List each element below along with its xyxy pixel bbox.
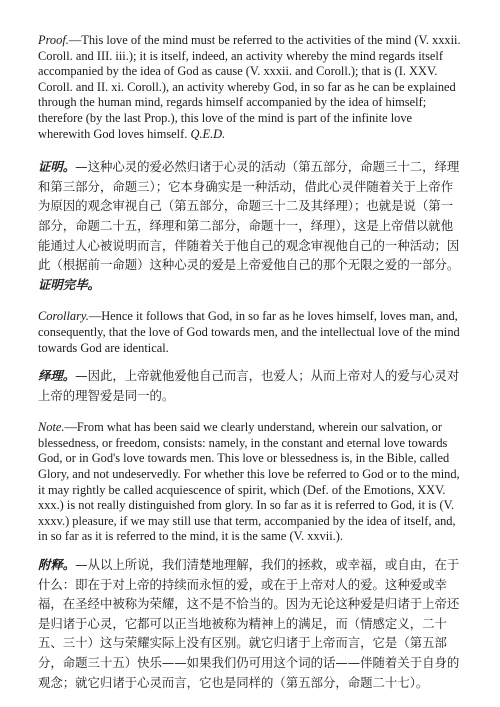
proof-text-zh: —这种心灵的爱必然归诸于心灵的活动（第五部分，命题三十二，绎理和第三部分，命题三）；它本身确实是一种活动，借此心灵伴随着关于上帝作为原因的观念审视自己（第五部分，命题三十二及其绎理）；也就是说（第一部分，命题二十五，绎理和第二部分，命题十一，绎理），这是上帝借以就他能通过人心被说明而言，伴随着关于他自己的观念审视他自己的一种活动；因此（根据前一命题）这种心灵的爱是上帝爱他自己的那个无限之爱的一部分。 [38, 159, 460, 273]
corollary-text-zh: —因此，上帝就他爱他自己而言，也爱人；从而上帝对人的爱与心灵对上帝的理智爱是同一的。 [38, 368, 460, 403]
qed-label-en: Q.E.D. [190, 126, 226, 141]
note-paragraph-en [38, 420, 464, 545]
proof-label-en: Proof. [38, 33, 69, 47]
corollary-paragraph-en [38, 309, 464, 356]
corollary-text-en: —Hence it follows that God, in so far as he loves himself, loves man, and, consequently, that the love of God towards men, and the intellectual love of the mind towards God are identical. [38, 309, 460, 355]
note-text-zh: —从以上所说，我们清楚地理解，我们的拯救，或幸福，或自由，在于什么：即在于对上帝的持续而永恒的爱，或在于上帝对人的爱。这种爱或幸福，在圣经中被称为荣耀，这不是不恰当的。因为无论这种爱是归诸于上帝还是归诸于心灵，它都可以正当地被称为精神上的满足，而（情感定义，二十五、三十）这与荣耀实际上没有区别。就它归诸于上帝而言，它是（第五部分，命题三十五）快乐——如果我们仍可用这个词的话——伴随着关于自身的观念；就它归诸于心灵而言，它也是同样的（第五部分，命题二十七）。 [38, 557, 460, 690]
note-label-zh: 附释。 [38, 557, 76, 573]
proof-text-en: —This love of the mind must be referred to the activities of the mind (V. xxxii. Coroll. and III. iii.); it is itself, indeed, an activity whereby the mind regards itself accompanied by the idea of God as cause (V. xxxii. and Coroll.); that is (I. XXV. Coroll. and II. xi. Coroll.), an activity whereby God, in so far as he can be explained through the human mind, regards himself accompanied by the idea of himself; therefore (by the last Prop.), this love of the mind is part of the infinite love wherewith God loves himself. [38, 33, 461, 141]
qed-label-zh: 证明完毕。 [38, 276, 100, 292]
document-page [38, 33, 464, 692]
corollary-paragraph-zh [38, 366, 464, 405]
note-paragraph-zh [38, 555, 464, 692]
note-label-en: Note. [38, 420, 65, 435]
corollary-label-zh: 绎理。 [38, 368, 76, 384]
proof-paragraph-en [38, 33, 464, 142]
proof-label-zh: 证明。 [38, 159, 76, 175]
corollary-label-en: Corollary. [38, 309, 89, 324]
proof-paragraph-zh [38, 157, 464, 294]
note-text-en: —From what has been said we clearly understand, wherein our salvation, or blessedness, or freedom, consists: namely, in the constant and eternal love towards God, or in God's love towards men. This love or blessedness is, in the Bible, called Glory, and not undeservedly. For whether this love be referred to God or to the mind, it may rightly be called acquiescence of spirit, which (Def. of the Emotions, XXV. xxx.) is not really distinguished from glory. In so far as it is referred to God, it is (V. xxxv.) pleasure, if we may still use that term, accompanied by the idea of itself, and, in so far as it is referred to the mind, it is the same (V. xxvii.). [38, 420, 460, 544]
